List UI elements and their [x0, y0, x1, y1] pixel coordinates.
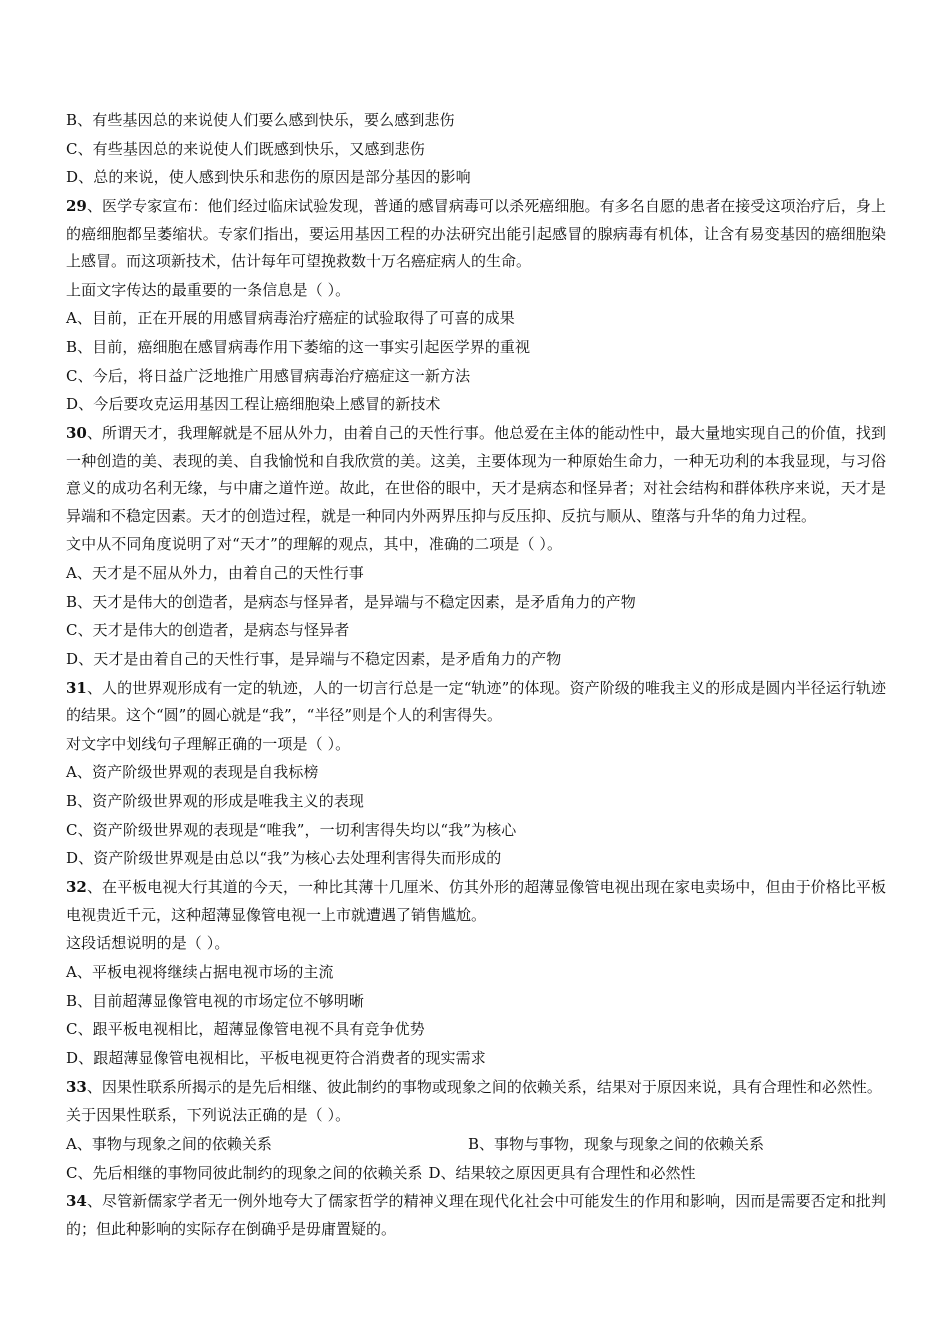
question-31-option-a: A、资产阶级世界观的表现是自我标榜 [66, 763, 319, 782]
question-33-text: 、因果性联系所揭示的是先后相继、彼此制约的事物或现象之间的依赖关系，结果对于原因来说，具有合理性和必然性。 [86, 1077, 882, 1096]
question-29-number: 29 [66, 197, 87, 216]
question-33-passage [66, 1074, 886, 1102]
question-31-text: 、人的世界观形成有一定的轨迹，人的一切言行总是一定“轨迹”的体现。资产阶级的唯我主义的形成是圆内半径运行轨迹的结果。这个“圆”的圆心就是“我”，“半径”则是个人的利害得失。 [66, 678, 886, 725]
question-33-prompt: 关于因果性联系，下列说法正确的是（ ）。 [66, 1106, 351, 1125]
question-29-option-b: B、目前，癌细胞在感冒病毒作用下萎缩的这一事实引起医学界的重视 [66, 338, 531, 357]
question-33-option-d: D、结果较之原因更具有合理性和必然性 [428, 1163, 696, 1182]
question-33-option-b: B、事物与事物，现象与现象之间的依赖关系 [468, 1134, 765, 1153]
question-30-option-b: B、天才是伟大的创造者，是病态与怪异者，是异端与不稳定因素，是矛盾角力的产物 [66, 592, 636, 611]
question-30-option-c: C、天才是伟大的创造者，是病态与怪异者 [66, 621, 350, 640]
question-34-text: 、尽管新儒家学者无一例外地夸大了儒家哲学的精神义理在现代化社会中可能发生的作用和影响，因而是需要否定和批判的；但此种影响的实际存在倒确乎是毋庸置疑的。 [66, 1192, 886, 1238]
question-30-prompt: 文中从不同角度说明了对“天才”的理解的观点，其中，准确的二项是（ ）。 [66, 535, 563, 554]
question-29-prompt: 上面文字传达的最重要的一条信息是（ ）。 [66, 280, 351, 299]
question-29-option-c: C、今后，将日益广泛地推广用感冒病毒治疗癌症这一新方法 [66, 366, 471, 385]
question-31-option-d: D、资产阶级世界观是由总以“我”为核心去处理利害得失而形成的 [66, 849, 502, 868]
question-32-prompt: 这段话想说明的是（ ）。 [66, 934, 230, 953]
question-content [66, 106, 886, 1243]
question-31-passage [66, 675, 886, 730]
question-31-option-c: C、资产阶级世界观的表现是“唯我”，一切利害得失均以“我”为核心 [66, 820, 517, 839]
question-29-option-d: D、今后要攻克运用基因工程让癌细胞染上感冒的新技术 [66, 395, 441, 414]
prev-option-b: B、有些基因总的来说使人们要么感到快乐，要么感到悲伤 [66, 111, 455, 129]
question-34-number: 34 [66, 1192, 87, 1211]
question-32-text: 、在平板电视大行其道的今天，一种比其薄十几厘米、仿其外形的超薄显像管电视出现在家电卖场中，但由于价格比平板电视贵近千元，这种超薄显像管电视一上市就遭遇了销售尴尬。 [66, 878, 886, 924]
question-31-number: 31 [66, 678, 87, 697]
question-30-option-a: A、天才是不屈从外力，由着自己的天性行事 [66, 563, 364, 582]
question-31-prompt: 对文字中划线句子理解正确的一项是（ ）。 [66, 734, 351, 753]
question-32-option-c: C、跟平板电视相比，超薄显像管电视不具有竞争优势 [66, 1020, 425, 1039]
question-33-options-row-1 [66, 1130, 886, 1159]
prev-option-d: D、总的来说，使人感到快乐和悲伤的原因是部分基因的影响 [66, 168, 471, 187]
question-33-option-c: C、先后相继的事物同彼此制约的现象之间的依赖关系 [66, 1163, 423, 1182]
question-30-option-d: D、天才是由着自己的天性行事，是异端与不稳定因素，是矛盾角力的产物 [66, 649, 562, 668]
question-32-number: 32 [66, 878, 87, 897]
question-29-text: 、医学专家宣布：他们经过临床试验发现，普通的感冒病毒可以杀死癌细胞。有多名自愿的患者在接受这项治疗后，身上的癌细胞都呈萎缩状。专家们指出，要运用基因工程的办法研究出能引起感冒的腺病毒有机体，让含有易变基因的癌细胞染上感冒。而这项新技术，估计每年可望挽救数十万名癌症病人的生命。 [66, 197, 886, 271]
question-30-number: 30 [66, 424, 87, 443]
question-29-option-a: A、目前，正在开展的用感冒病毒治疗癌症的试验取得了可喜的成果 [66, 309, 515, 328]
prev-option-c: C、有些基因总的来说使人们既感到快乐，又感到悲伤 [66, 139, 425, 158]
question-32-option-d: D、跟超薄显像管电视相比，平板电视更符合消费者的现实需求 [66, 1048, 486, 1067]
question-32-option-a: A、平板电视将继续占据电视市场的主流 [66, 962, 334, 981]
question-33-option-a: A、事物与现象之间的依赖关系 [66, 1134, 272, 1153]
question-30-passage [66, 420, 886, 530]
question-29-passage [66, 193, 886, 276]
question-34-passage [66, 1188, 886, 1243]
question-32-passage [66, 874, 886, 929]
question-30-text: 、所谓天才，我理解就是不屈从外力，由着自己的天性行事。他总爱在主体的能动性中，最大量地实现自己的价值，找到一种创造的美、表现的美、自我愉悦和自我欣赏的美。这美，主要体现为一种原始生命力，一种无功利的本我显现，与习俗意义的成功名利无缘，与中庸之道忤逆。故此，在世俗的眼中，天才是病态和怪异者；对社会结构和群体秩序来说，天才是异端和不稳定因素。天才的创造过程，就是一种同内外两界压抑与反压抑、反抗与顺从、堕落与升华的角力过程。 [66, 424, 886, 525]
question-31-option-b: B、资产阶级世界观的形成是唯我主义的表现 [66, 792, 365, 811]
question-33-number: 33 [66, 1077, 87, 1096]
question-33-options-row-2 [66, 1159, 886, 1188]
question-32-option-b: B、目前超薄显像管电视的市场定位不够明晰 [66, 991, 365, 1010]
